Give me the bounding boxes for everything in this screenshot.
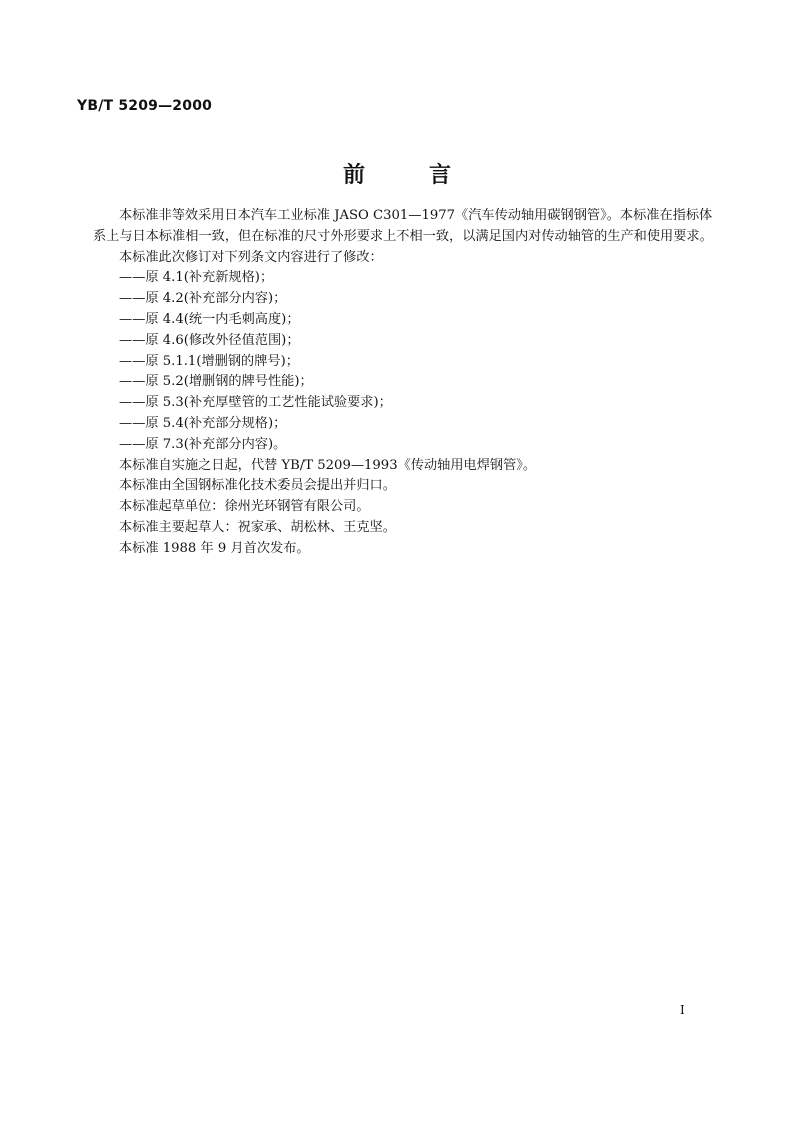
proposer-statement: 本标准由全国钢标准化技术委员会提出并归口。 [119,478,396,494]
foreword-body [93,206,721,560]
revision-item: ——原 4.6(修改外径值范围)； [119,332,300,348]
page-number: I [680,1003,685,1017]
revision-item: ——原 5.3(补充厚壁管的工艺性能试验要求)； [119,395,392,411]
replacement-statement: 本标准自实施之日起，代替 YB/T 5209—1993《传动轴用电焊钢管》。 [119,457,537,473]
drafting-unit-statement: 本标准起草单位：徐州光环钢管有限公司。 [119,499,370,515]
revision-item: ——原 5.2(增删钢的牌号性能)； [119,374,313,390]
revision-item: ——原 4.2(补充部分内容)； [119,291,287,307]
drafters-statement: 本标准主要起草人：祝家承、胡松林、王克坚。 [119,519,396,535]
intro-paragraph: 本标准非等效采用日本汽车工业标准 JASO C301—1977《汽车传动轴用碳钢钢管》。本标准在指标体系上与日本标准相一致，但在标准的尺寸外形要求上不相一致，以满足国内对传动轴管的生产和使用要求。 [93,208,713,244]
revision-intro: 本标准此次修订对下列条文内容进行了修改： [119,249,383,265]
revision-item: ——原 7.3(补充部分内容)。 [119,436,287,452]
revision-item: ——原 4.1(补充新规格)； [119,270,274,286]
standard-code: YB/T 5209—2000 [77,98,213,114]
first-release-statement: 本标准 1988 年 9 月首次发布。 [119,540,310,556]
revision-item: ——原 4.4(统一内毛刺高度)； [119,311,300,327]
page-title: 前言 [342,163,515,188]
revision-item: ——原 5.1.1(增删钢的牌号)； [119,353,299,369]
revision-item: ——原 5.4(补充部分规格)； [119,415,287,431]
